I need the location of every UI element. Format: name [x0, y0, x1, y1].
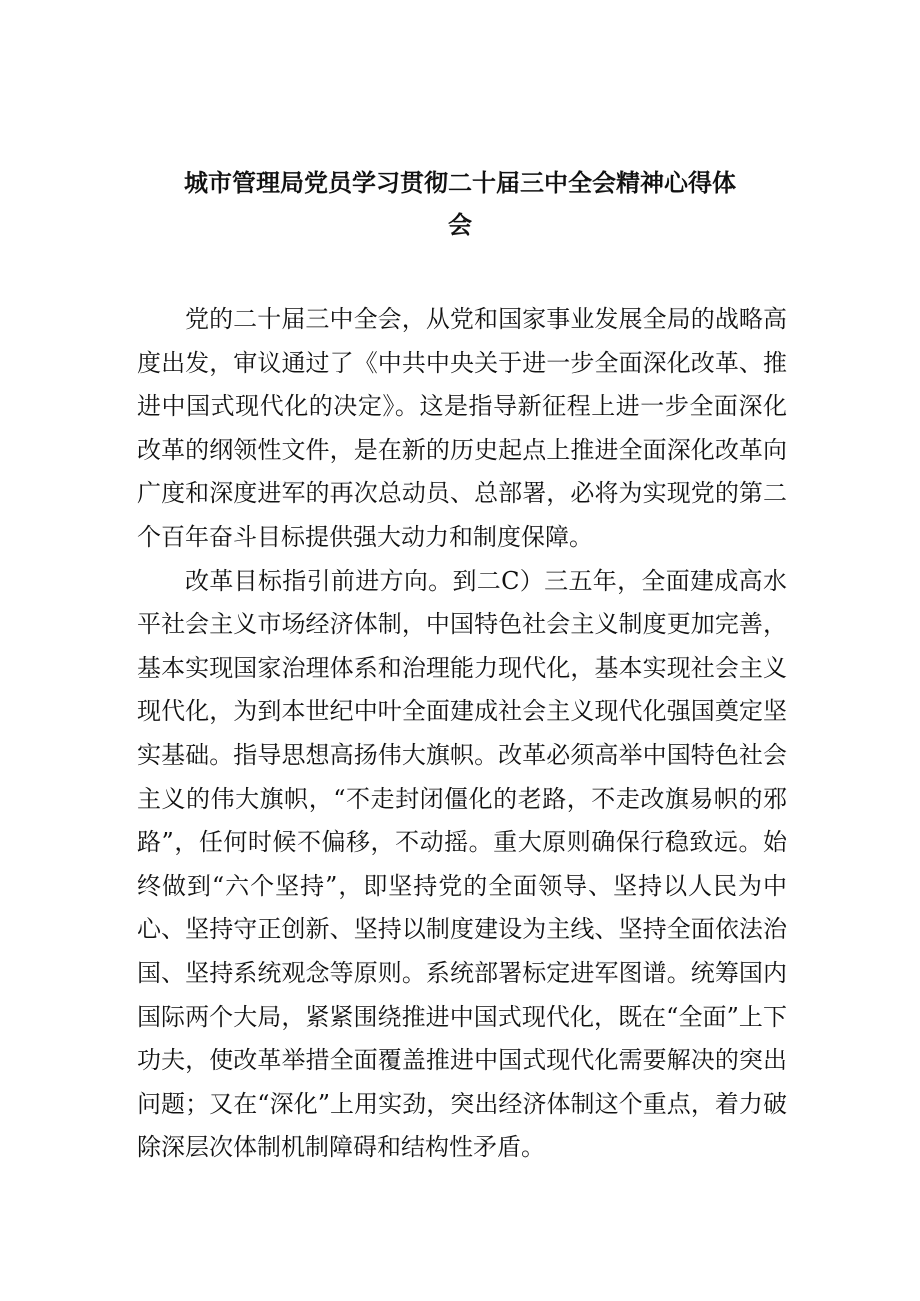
paragraph-2: 改革目标指引前进方向。到二C）三五年，全面建成高水平社会主义市场经济体制，中国特色社会主义制度更加完善，基本实现国家治理体系和治理能力现代化，基本实现社会主义现代化，为到本世纪中叶全面建成社会主义现代化强国奠定坚实基础。指导思想高扬伟大旗帜。改革必须高举中国特色社会主义的伟大旗帜，“不走封闭僵化的老路，不走改旗易帜的邪路”，任何时候不偏移，不动摇。重大原则确保行稳致远。始终做到“六个坚持”，即坚持党的全面领导、坚持以人民为中心、坚持守正创新、坚持以制度建设为主线、坚持全面依法治国、坚持系统观念等原则。系统部署标定进军图谱。统筹国内国际两个大局，紧紧围绕推进中国式现代化，既在“全面”上下功夫，使改革举措全面覆盖推进中国式现代化需要解决的突出问题；又在“深化”上用实劲，突出经济体制这个重点，着力破除深层次体制机制障碍和结构性矛盾。 — [137, 566, 787, 1162]
title-line-2: 会 — [448, 211, 472, 239]
paragraph-1: 党的二十届三中全会，从党和国家事业发展全局的战略高度出发，审议通过了《中共中央关于进一步全面深化改革、推进中国式现代化的决定》。这是指导新征程上进一步全面深化改革的纲领性文件，是在新的历史起点上推进全面深化改革向广度和深度进军的再次总动员、总部署，必将为实现党的第二个百年奋斗目标提供强大动力和制度保障。 — [137, 305, 787, 551]
title-line-1: 城市管理局党员学习贯彻二十届三中全会精神心得体 — [184, 169, 736, 197]
document-title — [130, 162, 790, 246]
document-body — [137, 298, 787, 1170]
